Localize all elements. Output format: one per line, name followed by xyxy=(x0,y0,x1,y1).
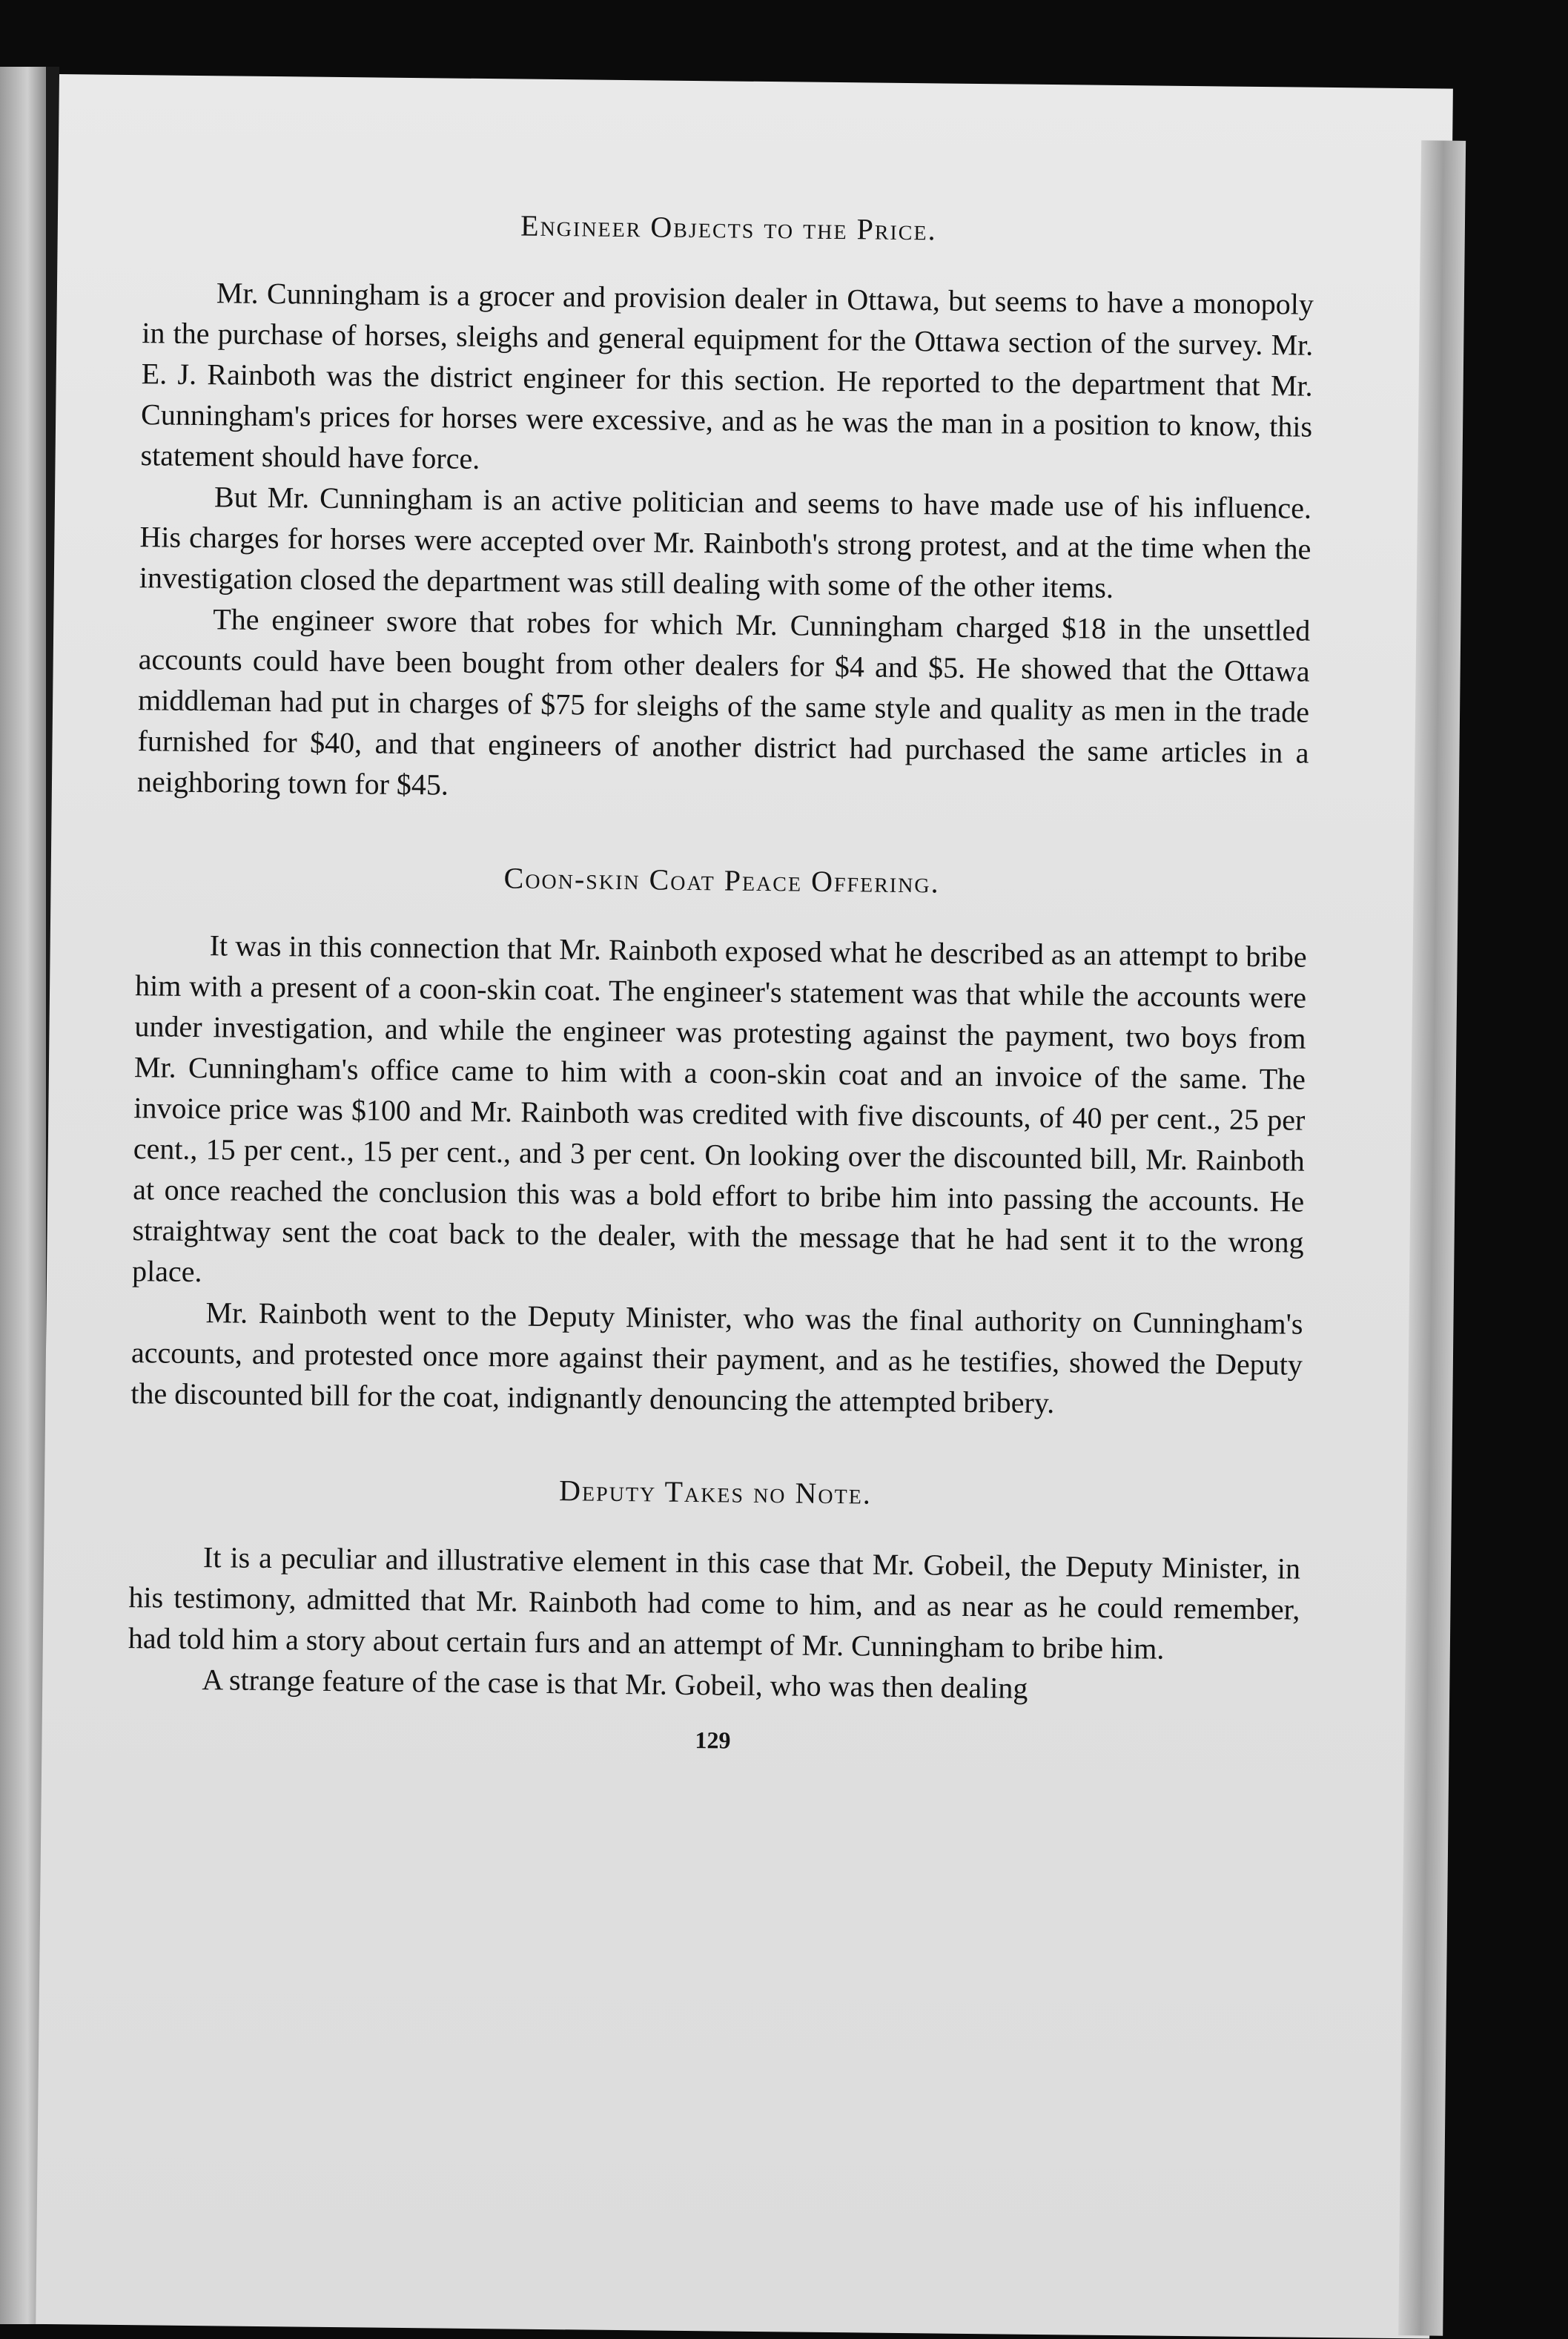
paragraph: Mr. Cunningham is a grocer and provision dealer in Ottawa, but seems to have a monopoly in the purchase of horses, sleighs and general equipment for the Ottawa section of the survey. Mr. E. J. Rainboth was the district engineer for this section. He reported to the department that Mr. Cunningham's prices for horses were excessive, and as he was the man in a position to know, this statement should have force. xyxy=(140,276,1314,475)
book-page xyxy=(36,74,1453,2339)
paragraph: Mr. Rainboth went to the Deputy Minister, who was the final authority on Cunningham's accounts, and protested once more against their payment, and as he testifies, showed the Deputy the discounted bill for the coat, indignantly denouncing the attempted bribery. xyxy=(130,1296,1303,1420)
page-content xyxy=(127,201,1314,1766)
page-number: 129 xyxy=(695,1726,731,1754)
page-edge-stack xyxy=(1398,140,1466,2335)
paragraph: The engineer swore that robes for which Mr. Cunningham charged $18 in the unsettled accounts could have been bought from other dealers for $4 and $5. He showed that the Ottawa middleman had put in charges of $75 for sleighs of the same style and quality as men in the trade furnished for $40, and that engineers of another district had purchased the same articles in a neighboring town for $45. xyxy=(136,602,1311,802)
paragraph: But Mr. Cunningham is an active politician and seems to have made use of his influence. His charges for horses were accepted over Mr. Rainboth's strong protest, and at the time when the investigation closed the department was still dealing with some of the other items. xyxy=(139,480,1312,604)
paragraph: A strange feature of the case is that Mr. Gobeil, who was then dealing xyxy=(202,1663,1028,1705)
section-heading-3: Deputy Takes no Note. xyxy=(558,1474,873,1511)
section-heading-2: Coon-skin Coat Peace Offering. xyxy=(503,861,940,900)
paragraph: It is a peculiar and illustrative element in this case that Mr. Gobeil, the Deputy Minister, in his testimony, admitted that Mr. Rainboth had come to him, and as near as he could remember, had told him a story about certain furs and an attempt of Mr. Cunningham to bribe him. xyxy=(128,1540,1301,1666)
section-heading-1: Engineer Objects to the Price. xyxy=(520,208,937,247)
paragraph: It was in this connection that Mr. Rainboth exposed what he described as an attempt to bribe him with a present of a coon-skin coat. The engineer's statement was that while the accounts were under investigation, and while the engineer was protesting against the payment, two boys from Mr. Cunningham's office came to him with a coon-skin coat and an invoice of the same. The invoice price was $100 and Mr. Rainboth was credited with five discounts, of 40 per cent., 25 per cent., 15 per cent., 15 per cent., and 3 per cent. On looking over the discounted bill, Mr. Rainboth at once reached the conclusion this was a bold effort to bribe him into passing the accounts. He straightway sent the coat back to the dealer, with the message that he had sent it to the wrong place. xyxy=(131,928,1307,1289)
